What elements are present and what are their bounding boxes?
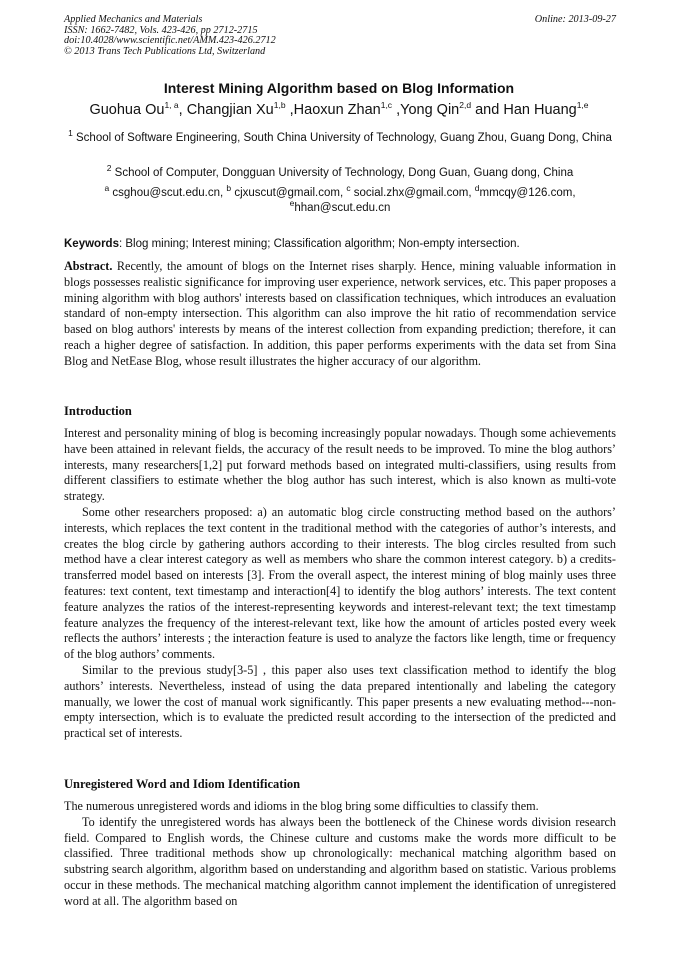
section-heading-unregistered: Unregistered Word and Idiom Identification — [64, 777, 301, 791]
email-sup: e — [289, 198, 295, 209]
email: social.zhx@gmail.com — [353, 187, 469, 199]
author-sup: 2,d — [459, 100, 472, 111]
journal-name: Applied Mechanics and Materials — [64, 14, 203, 25]
email-sep: , — [468, 187, 475, 199]
author-sep: , — [285, 102, 294, 118]
abstract-label: Abstract. — [64, 259, 113, 273]
paragraph: Similar to the previous study[3-5] , this paper also uses text classification method to identify the blog authors’ interests. Nevertheless, instead of using the data prepared intentionally and labeling the category manually, we lower the cost of manual work significantly. This paper presents a new evaluating method---non-empty intersection, which is to evaluate the predicted result according to the intersection of the predicted and practical set of interests. — [64, 662, 616, 741]
email-sup: c — [346, 183, 351, 194]
email-list — [74, 183, 606, 216]
issn-line: ISSN: 1662-7482, Vols. 423-426, pp 2712-2715 — [64, 24, 258, 36]
author-sup: 1,c — [380, 100, 393, 111]
author-sep: and — [471, 102, 504, 118]
email-sup: d — [474, 183, 480, 194]
email: mmcqy@126.com — [479, 187, 573, 199]
aff-text: School of Computer, Dongguan University of Technology, Dong Guan, Guang dong, China — [114, 167, 574, 179]
email-sup: a — [104, 183, 110, 194]
paper-title: Interest Mining Algorithm based on Blog Information — [163, 80, 515, 96]
abstract — [64, 259, 616, 370]
email: hhan@scut.edu.cn — [294, 202, 391, 214]
author-name: Han Huang — [503, 102, 577, 118]
aff-sup: 1 — [68, 128, 73, 139]
email: cjxuscut@gmail.com — [234, 187, 340, 199]
journal-header — [64, 15, 616, 57]
email-sep: , — [339, 187, 347, 199]
author-sep: , — [392, 102, 401, 118]
introduction-body — [64, 426, 616, 742]
section-heading-introduction: Introduction — [64, 404, 132, 418]
email-sep: , — [572, 187, 576, 199]
keywords — [64, 238, 616, 250]
author-sup: 1, a — [164, 100, 179, 111]
email-sep: , — [219, 187, 227, 199]
author-name: Changjian Xu — [186, 102, 274, 118]
unregistered-body — [64, 799, 616, 910]
author-sep: , — [178, 102, 187, 118]
author-sup: 1,b — [273, 100, 286, 111]
author-sup: 1,e — [576, 100, 589, 111]
author-list — [0, 102, 678, 118]
email-sup: b — [226, 183, 232, 194]
keywords-label: Keywords — [64, 238, 119, 250]
paragraph: The numerous unregistered words and idioms in the blog bring some difficulties to classify them. — [64, 799, 539, 813]
doi-line: doi:10.4028/www.scientific.net/AMM.423-426.2712 — [64, 35, 276, 47]
author-name: Haoxun Zhan — [293, 102, 381, 118]
email: csghou@scut.edu.cn — [112, 187, 220, 199]
author-name: Guohua Ou — [89, 102, 165, 118]
copyright-line: © 2013 Trans Tech Publications Ltd, Switzerland — [64, 45, 266, 57]
author-name: Yong Qin — [400, 102, 460, 118]
online-date: Online: 2013-09-27 — [534, 14, 616, 25]
aff-text: School of Software Engineering, South China University of Technology, Guang Zhou, Guang Dong, China — [76, 132, 612, 144]
paragraph: Some other researchers proposed: a) an automatic blog circle constructing method based on the authors’ interests, which replaces the text content in the traditional method with the categories of author’s interests, and creates the blog circle by gathering authors according to their interests. The blog circles resulted from such method have a clear interest category as well as members who share the common interest category. b) a credits-transferred model based on interests [3]. From the overall aspect, the interest mining of blog mainly uses three features: text content, text timestamp and interaction[4] to identify the blog authors’ interests. The text content feature analyzes the ratios of the interest-representing keywords and interest-relevant text; the text timestamp feature analyzes the frequency of the interest-relevant text, like how the amount of articles posted every week reflects the authors’ interests ; the interaction feature is used to analyze the factors like length, time or frequency of the blog authors’ comments. — [64, 504, 616, 662]
paragraph: To identify the unregistered words has always been the bottleneck of the Chinese words division research field. Compared to English words, the Chinese culture and customs make the words more difficult to be classified. Three traditional methods show up chronologically: mechanical matching algorithm based on substring search algorithm, algorithm based on understanding and algorithm based on statistic. Various problems occur in these methods. The mechanical matching algorithm cannot implement the identification of unregistered word at all. The algorithm based on — [64, 814, 616, 908]
affiliation-2 — [64, 163, 616, 181]
aff-sup: 2 — [106, 163, 112, 174]
affiliation-1 — [64, 128, 616, 146]
paragraph: Interest and personality mining of blog is becoming increasingly popular nowadays. Though some achievements have been attained in relevant fields, the accuracy of the result needs to be improved. To mine the blog authors’ interests, many researchers[1,2] put forward methods based on integrated multi-classifiers, using results from different classifiers to estimate whether the blog author has such interest, which is also known as multi-vote strategy. — [64, 426, 616, 504]
keywords-text: : Blog mining; Interest mining; Classification algorithm; Non-empty intersection. — [118, 238, 520, 250]
abstract-text: Recently, the amount of blogs on the Internet rises sharply. Hence, mining valuable information in blogs possesses realistic significance for improving user experience, network services, etc. This paper proposes a mining algorithm with blog authors' interests based on classification techniques, which introduces an evaluation standard of non-empty intersection. This algorithm can also improve the hit ratio of recommendation service based on blog authors' interests by means of the interest collection from expanding prediction; therefore, it can reach a higher degree of satisfaction. In addition, this paper performs experiments with the data set from Sina Blog and NetEase Blog, whose result illustrates the higher accuracy of our algorithm. — [64, 259, 616, 368]
